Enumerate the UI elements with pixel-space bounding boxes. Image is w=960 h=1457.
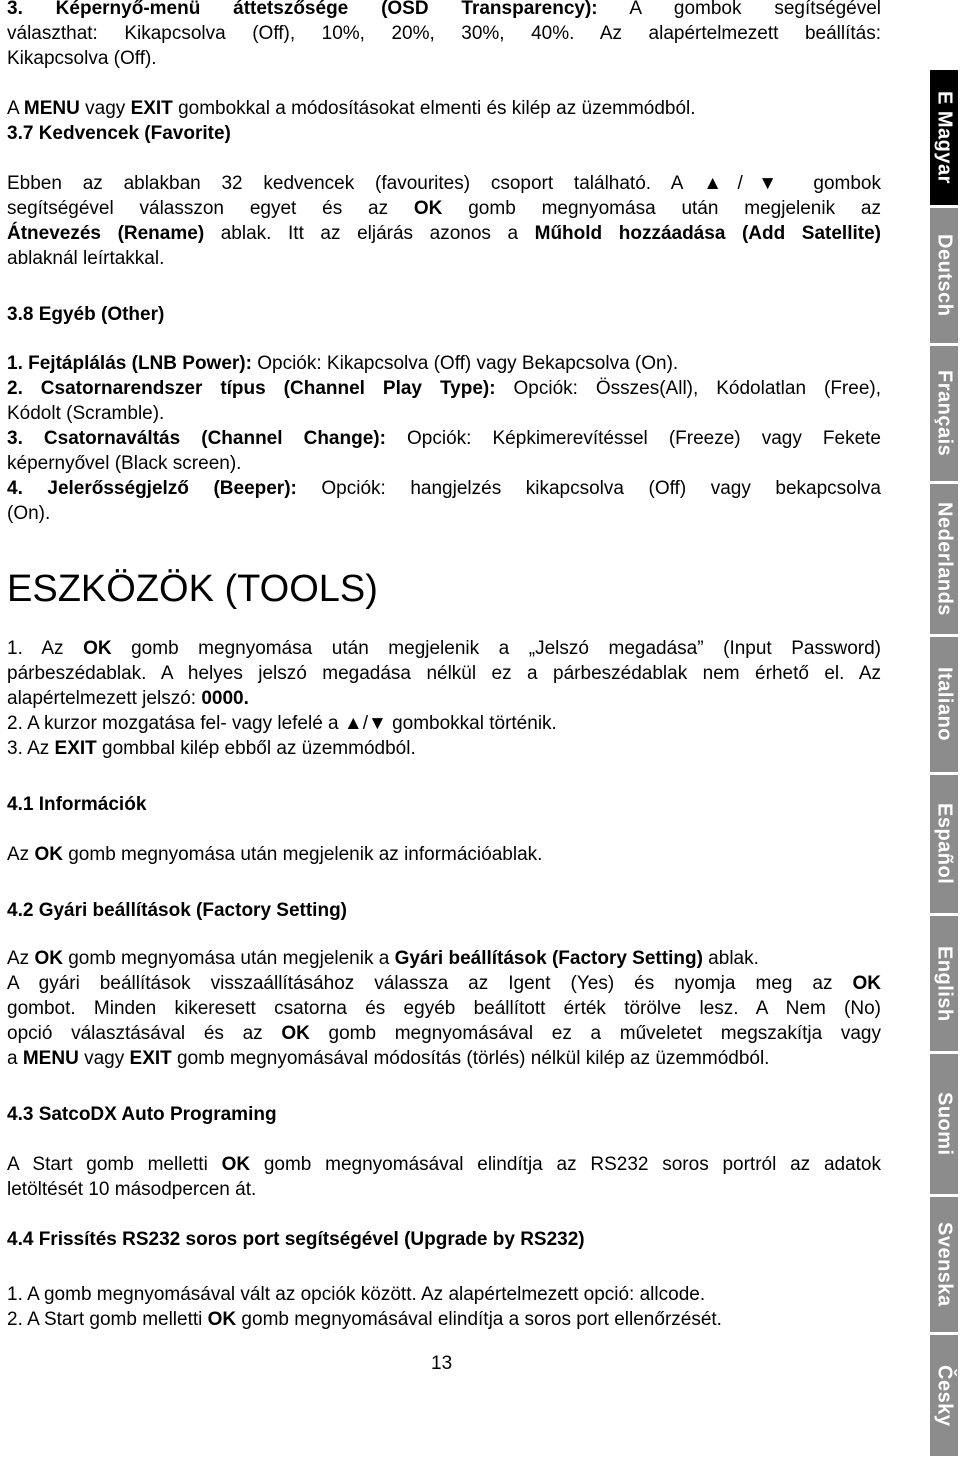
satcodx-line1 bbox=[7, 1152, 881, 1177]
tools-line3 bbox=[7, 686, 881, 711]
lang-label: English bbox=[933, 945, 956, 1022]
text-span: gomb megnyomása után megjelenik az bbox=[442, 198, 881, 219]
text-span: Opciók: hangjelzés kikapcsolva (Off) vagy bekapcsolva bbox=[296, 478, 881, 499]
favorite-line3 bbox=[7, 221, 881, 246]
text-span: vagy bbox=[78, 1048, 130, 1069]
heading-3-8: 3.8 Egyéb (Other) bbox=[7, 304, 165, 325]
osd-transparency-line3: Kikapcsolva (Off). bbox=[7, 48, 157, 69]
text-span: gomb megnyomása után megjelenik a bbox=[62, 948, 395, 969]
text-span: gombbal kilép ebből az üzemmódból. bbox=[96, 738, 416, 759]
menu-exit-note bbox=[7, 96, 881, 121]
menu-key: MENU bbox=[22, 1048, 79, 1069]
ok-key: OK bbox=[852, 973, 881, 994]
lang-label: Suomi bbox=[933, 1092, 956, 1156]
text-span: vagy bbox=[79, 98, 131, 119]
factory-line4 bbox=[7, 1021, 881, 1046]
channel-change-term: 3. Csatornaváltás (Channel Change): bbox=[7, 428, 386, 449]
text-span: Az bbox=[7, 844, 35, 865]
text-span: gomb megnyomásával elindítja a soros port ellenőrzését. bbox=[236, 1309, 722, 1330]
factory-line3: gombot. Minden kikeresett csatorna és egyéb beállított érték törölve lesz. A Nem (No) bbox=[7, 998, 881, 1019]
ok-key: OK bbox=[34, 844, 63, 865]
lang-tab-espanol[interactable] bbox=[930, 775, 958, 916]
heading-4-4: 4.4 Frissítés RS232 soros port segítségével (Upgrade by RS232) bbox=[7, 1229, 585, 1250]
default-password: 0000. bbox=[201, 688, 249, 709]
lang-tab-cesky[interactable] bbox=[930, 1335, 958, 1456]
text-span: alapértelmezett jelszó: bbox=[7, 688, 202, 709]
other-item-4-line1 bbox=[7, 476, 881, 501]
upgrade-line1: 1. A gomb megnyomásával vált az opciók között. Az alapértelmezett opció: allcode. bbox=[7, 1284, 706, 1305]
other-item-2-line2: Kódolt (Scramble). bbox=[7, 403, 165, 424]
beeper-term: 4. Jelerősségjelző (Beeper): bbox=[7, 478, 297, 499]
channel-play-type-term: 2. Csatornarendszer típus (Channel Play Type): bbox=[7, 378, 496, 399]
factory-line1 bbox=[7, 946, 881, 971]
other-item-1 bbox=[7, 351, 881, 376]
text-span: 2. A Start gomb melletti bbox=[7, 1309, 208, 1330]
lang-tab-english[interactable] bbox=[930, 916, 958, 1054]
text-span: opció választásával és az bbox=[7, 1023, 282, 1044]
tools-line1 bbox=[7, 636, 881, 661]
lnb-power-term: 1. Fejtáplálás (LNB Power): bbox=[7, 353, 252, 374]
lang-label: Česky bbox=[933, 1364, 956, 1427]
factory-setting-term: Gyári beállítások (Factory Setting) bbox=[394, 948, 703, 969]
favorite-line2 bbox=[7, 196, 881, 221]
tools-line2: párbeszédablak. A helyes jelszó megadása nélkül ez a párbeszédablak nem érhető el. Az bbox=[7, 663, 881, 684]
text-span: 3. Az bbox=[7, 738, 55, 759]
text-span: gomb megnyomásával elindítja az RS232 soros portról az adatok bbox=[250, 1154, 881, 1175]
text-span: Az bbox=[7, 948, 35, 969]
page-number: 13 bbox=[431, 1353, 453, 1374]
text-span: ablak. Itt az eljárás azonos a bbox=[204, 223, 535, 244]
rename-term: Átnevezés (Rename) bbox=[7, 223, 205, 244]
text-span: gomb megnyomása után megjelenik a „Jelszó megadása” (Input Password) bbox=[111, 638, 881, 659]
text-span: gomb megnyomásával ez a műveletet megszakítja vagy bbox=[309, 1023, 881, 1044]
lang-tab-magyar[interactable] bbox=[930, 70, 958, 208]
exit-key: EXIT bbox=[54, 738, 97, 759]
text-span: Opciók: Képkimerevítéssel (Freeze) vagy Fekete bbox=[385, 428, 881, 449]
favorite-line4: ablaknál leírtakkal. bbox=[7, 248, 165, 269]
lang-tab-italiano[interactable] bbox=[930, 637, 958, 775]
satcodx-line2: letöltését 10 másodpercen át. bbox=[7, 1179, 257, 1200]
lang-tab-francais[interactable] bbox=[930, 346, 958, 484]
factory-line5 bbox=[7, 1046, 881, 1071]
exit-key: EXIT bbox=[129, 1048, 172, 1069]
other-item-4-line2: (On). bbox=[7, 503, 51, 524]
text-span: gomb megnyomásával módosítás (törlés) nélkül kilép az üzemmódból. bbox=[171, 1048, 770, 1069]
ok-key: OK bbox=[413, 198, 443, 219]
lang-label: E Magyar bbox=[933, 91, 956, 184]
tools-line4: 2. A kurzor mozgatása fel- vagy lefelé a ▲/▼ gombokkal történik. bbox=[7, 713, 557, 734]
add-satellite-term: Műhold hozzáadása (Add Satellite) bbox=[534, 223, 881, 244]
heading-4-3: 4.3 SatcoDX Auto Programing bbox=[7, 1104, 277, 1125]
ok-key: OK bbox=[281, 1023, 310, 1044]
tools-line5 bbox=[7, 736, 881, 761]
text-span: 1. Az bbox=[7, 638, 84, 659]
lang-tab-svenska[interactable] bbox=[930, 1197, 958, 1335]
factory-line2 bbox=[7, 971, 881, 996]
text-span: gomb megnyomása után megjelenik az információablak. bbox=[62, 844, 543, 865]
lang-tab-nederlands[interactable] bbox=[930, 484, 958, 637]
text-span: Opciók: Összes(All), Kódolatlan (Free), bbox=[495, 378, 881, 399]
ok-key: OK bbox=[221, 1154, 251, 1175]
tools-heading: ESZKÖZÖK (TOOLS) bbox=[7, 568, 378, 610]
osd-transparency-line1 bbox=[7, 0, 881, 21]
lang-label: Deutsch bbox=[933, 234, 956, 317]
text-span: segítségével válasszon egyet és az bbox=[7, 198, 414, 219]
favorite-line1: Ebben az ablakban 32 kedvencek (favourites) csoport található. A ▲/▼ gombok bbox=[7, 173, 881, 194]
menu-key: MENU bbox=[23, 98, 80, 119]
upgrade-line2 bbox=[7, 1307, 881, 1332]
text-span: A bbox=[7, 98, 24, 119]
lang-tab-deutsch[interactable] bbox=[930, 208, 958, 346]
text-span: Opciók: Kikapcsolva (Off) vagy Bekapcsolva (On). bbox=[251, 353, 679, 374]
exit-key: EXIT bbox=[130, 98, 173, 119]
heading-4-1: 4.1 Információk bbox=[7, 794, 147, 815]
lang-label: Svenska bbox=[933, 1222, 956, 1307]
lang-label: Español bbox=[933, 803, 956, 885]
other-item-2-line1 bbox=[7, 376, 881, 401]
heading-4-2: 4.2 Gyári beállítások (Factory Setting) bbox=[7, 900, 347, 921]
language-sidebar bbox=[930, 70, 958, 1456]
osd-transparency-title: 3. Képernyő-menü áttetszősége (OSD Transparency): bbox=[7, 0, 598, 19]
heading-3-7: 3.7 Kedvencek (Favorite) bbox=[7, 123, 231, 144]
ok-key: OK bbox=[207, 1309, 237, 1330]
ok-key: OK bbox=[34, 948, 63, 969]
other-item-3-line1 bbox=[7, 426, 881, 451]
text-span: A gyári beállítások visszaállításához válassza az Igent (Yes) és nyomja meg az bbox=[7, 973, 853, 994]
lang-label: Nederlands bbox=[933, 502, 956, 616]
lang-label: Italiano bbox=[933, 667, 956, 742]
text-span: ablak. bbox=[702, 948, 759, 969]
text-span: A Start gomb melletti bbox=[7, 1154, 222, 1175]
info-line bbox=[7, 842, 881, 867]
text-span: a bbox=[7, 1048, 23, 1069]
text-span: A gombok segítségével bbox=[597, 0, 881, 19]
lang-tab-suomi[interactable] bbox=[930, 1054, 958, 1197]
lang-label: Français bbox=[933, 370, 956, 457]
ok-key: OK bbox=[83, 638, 112, 659]
other-item-3-line2: képernyővel (Black screen). bbox=[7, 453, 242, 474]
text-span: gombokkal a módosításokat elmenti és kilép az üzemmódból. bbox=[172, 98, 696, 119]
osd-transparency-line2: választhat: Kikapcsolva (Off), 10%, 20%, 30%, 40%. Az alapértelmezett beállítás: bbox=[7, 23, 881, 44]
